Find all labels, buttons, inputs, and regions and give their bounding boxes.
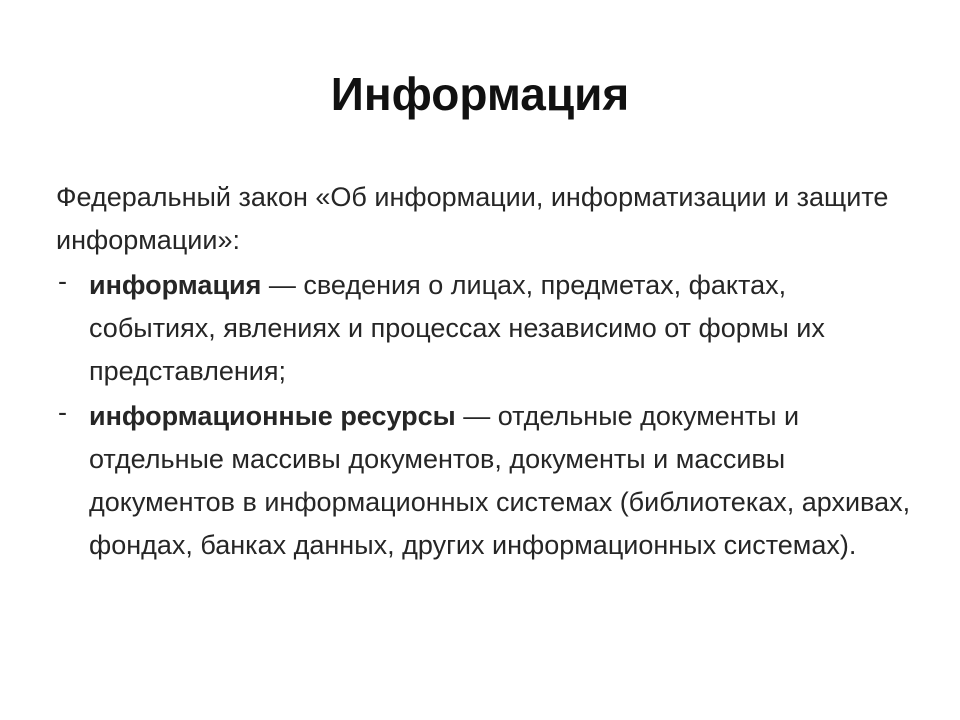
term-information-resources: информационные ресурсы — [89, 401, 456, 431]
bullet-item-information-resources — [56, 395, 916, 567]
bullet-item-information — [56, 264, 916, 393]
definition-information: — сведения о лицах, предметах, фактах, событиях, явлениях и процессах независимо от формы их представления; — [89, 270, 825, 386]
slide-title: Информация — [330, 68, 630, 120]
term-information: информация — [89, 270, 262, 300]
intro-text: Федеральный закон «Об информации, информатизации и защите информации»: — [56, 182, 889, 255]
bullet-marker: - — [58, 397, 67, 427]
bullet-marker: - — [58, 266, 67, 296]
definition-information-resources: — отдельные документы и отдельные массивы документов, документы и массивы документов в информационных системах (библиотеках, архивах, фондах, банках данных, других информационных системах). — [89, 401, 911, 560]
slide-content — [56, 176, 916, 569]
